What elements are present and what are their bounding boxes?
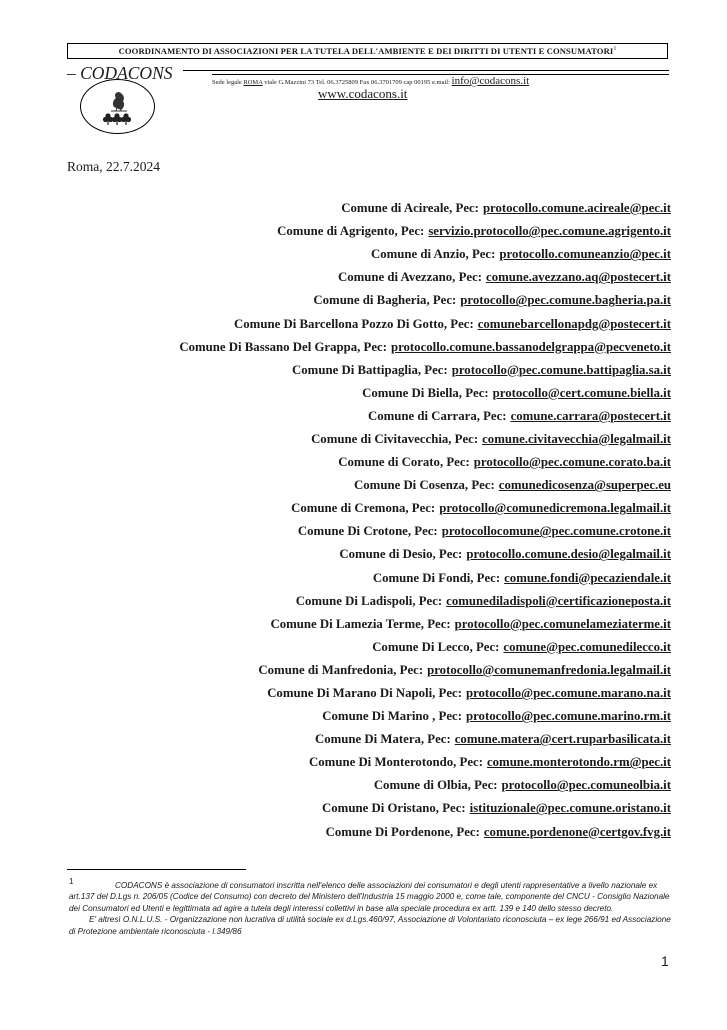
recipient-row <box>31 382 671 405</box>
recipient-pec-link[interactable]: protocollo@pec.comune.marino.rm.it <box>465 709 671 724</box>
recipient-pec-link[interactable]: comune.fondi@pecaziendale.it <box>504 570 671 585</box>
address-city: ROMA <box>243 79 263 86</box>
headquarters-address: Sede legale ROMA viale G.Mazzini 73 Tel. 06.3725809 Fax 06.3701709 cap 00195 e.mail: info@codacons.it <box>212 75 530 87</box>
recipient-row <box>31 659 671 682</box>
recipient-pec-link[interactable]: protocollo@pec.comune.marano.na.it <box>465 686 671 701</box>
recipient-row <box>31 567 671 590</box>
footnote-paragraph: E' altresì O.N.L.U.S. - Organizzazione non lucrativa di utilità sociale ex d.Lgs.460/97, Associazione di Volontariato riconosciuta – ex lege 266/91 ed Associazione di Protezione ambientale riconosciuta - l.349/86 <box>69 915 671 936</box>
recipient-name: Comune Di Pordenone, Pec: <box>325 824 480 839</box>
recipient-row <box>31 220 671 243</box>
recipient-pec-link[interactable]: protocollocomune@pec.comune.crotone.it <box>441 524 671 539</box>
recipient-pec-link[interactable]: protocollo.comune.bassanodelgrappa@pecveneto.it <box>390 339 671 354</box>
recipient-list <box>31 197 671 844</box>
recipient-pec-link[interactable]: protocollo@pec.comunelameziaterme.it <box>454 616 671 631</box>
recipient-pec-link[interactable]: protocollo@pec.comune.battipaglia.sa.it <box>451 362 671 377</box>
recipient-row <box>31 590 671 613</box>
recipient-name: Comune di Manfredonia, Pec: <box>258 662 424 677</box>
recipient-row <box>31 266 671 289</box>
recipient-pec-link[interactable]: servizio.protocollo@pec.comune.agrigento.it <box>428 224 671 239</box>
recipient-name: Comune Di Cosenza, Pec: <box>354 478 495 493</box>
recipient-name: Comune Di Ladispoli, Pec: <box>295 593 443 608</box>
recipient-name: Comune di Anzio, Pec: <box>370 247 496 262</box>
recipient-pec-link[interactable]: protocollo@cert.comune.biella.it <box>492 385 671 400</box>
recipient-pec-link[interactable]: protocollo@comunemanfredonia.legalmail.it <box>427 662 671 677</box>
recipient-row <box>31 312 671 335</box>
recipient-pec-link[interactable]: comune.matera@cert.ruparbasilicata.it <box>454 732 671 747</box>
recipient-row <box>31 336 671 359</box>
recipient-row <box>31 359 671 382</box>
letter-date: Roma, 22.7.2024 <box>67 159 160 174</box>
recipient-pec-link[interactable]: protocollo@comunedicremona.legalmail.it <box>439 501 671 516</box>
recipient-pec-link[interactable]: comune@pec.comunedilecco.it <box>503 639 671 654</box>
recipient-name: Comune Di Battipaglia, Pec: <box>292 362 448 377</box>
footnote-divider <box>67 869 246 870</box>
codacons-bird-logo-icon <box>80 79 155 134</box>
recipient-pec-link[interactable]: comune.civitavecchia@legalmail.it <box>482 431 671 446</box>
recipient-pec-link[interactable]: comunebarcellonapdg@postecert.it <box>477 316 671 331</box>
recipient-row <box>31 705 671 728</box>
recipient-pec-link[interactable]: protocollo.comune.acireale@pec.it <box>482 201 671 216</box>
recipient-name: Comune di Carrara, Pec: <box>367 408 507 423</box>
recipient-pec-link[interactable]: comunediladispoli@certificazioneposta.it <box>446 593 671 608</box>
recipient-row <box>31 751 671 774</box>
recipient-name: Comune Di Monterotondo, Pec: <box>309 755 483 770</box>
recipient-name: Comune di Civitavecchia, Pec: <box>311 431 479 446</box>
recipient-name: Comune di Cremona, Pec: <box>291 501 436 516</box>
recipient-row <box>31 197 671 220</box>
email-link[interactable]: info@codacons.it <box>451 75 530 87</box>
recipient-name: Comune Di Bassano Del Grappa, Pec: <box>179 339 387 354</box>
recipient-row <box>31 289 671 312</box>
letterhead-title: COORDINAMENTO DI ASSOCIAZIONI PER LA TUTELA DELL'AMBIENTE E DEI DIRITTI DI UTENTI E CONSUMATORI$^1$ <box>118 46 617 56</box>
recipient-pec-link[interactable]: protocollo.comune.desio@legalmail.it <box>466 547 671 562</box>
footnote-number: 1 <box>69 877 74 886</box>
recipient-row <box>31 451 671 474</box>
footnote <box>69 880 674 937</box>
recipient-name: Comune Di Lamezia Terme, Pec: <box>270 616 451 631</box>
brand-divider <box>183 70 669 71</box>
recipient-pec-link[interactable]: comune.avezzano.aq@postecert.it <box>486 270 671 285</box>
recipient-pec-link[interactable]: istituzionale@pec.comune.oristano.it <box>469 801 671 816</box>
recipient-row <box>31 543 671 566</box>
letterhead-title-box <box>67 43 668 59</box>
recipient-name: Comune Di Matera, Pec: <box>315 732 451 747</box>
recipient-row <box>31 497 671 520</box>
recipient-name: Comune Di Barcellona Pozzo Di Gotto, Pec: <box>234 316 474 331</box>
recipient-name: Comune Di Lecco, Pec: <box>372 639 500 654</box>
recipient-row <box>31 682 671 705</box>
recipient-pec-link[interactable]: comune.carrara@postecert.it <box>510 408 671 423</box>
recipient-pec-link[interactable]: protocollo@pec.comuneolbia.it <box>501 778 671 793</box>
recipient-name: Comune Di Oristano, Pec: <box>322 801 466 816</box>
recipient-row <box>31 405 671 428</box>
recipient-pec-link[interactable]: comune.pordenone@certgov.fvg.it <box>483 824 671 839</box>
page-number: 1 <box>661 953 669 969</box>
recipient-name: Comune di Desio, Pec: <box>339 547 463 562</box>
recipient-name: Comune Di Marano Di Napoli, Pec: <box>267 686 462 701</box>
recipient-row <box>31 636 671 659</box>
recipient-row <box>31 428 671 451</box>
recipient-row <box>31 728 671 751</box>
recipient-name: Comune di Acireale, Pec: <box>341 201 479 216</box>
recipient-row <box>31 520 671 543</box>
recipient-name: Comune Di Fondi, Pec: <box>372 570 501 585</box>
recipient-row <box>31 474 671 497</box>
recipient-pec-link[interactable]: protocollo@pec.comune.bagheria.pa.it <box>460 293 671 308</box>
footnote-paragraph: CODACONS è associazione di consumatori inscritta nell'elenco delle associazioni dei consumatori e degli utenti rappresentative a livello nazionale ex art.137 del D.Lgs n. 206/05 (Codice del Consumo) con decreto del Ministero dell'Industria 15 maggio 2000 e, come tale, componente del CNCU - Consiglio Nazionale dei Consumatori ed Utenti e legittimata ad agire a tutela degli interessi collettivi in base alla speciale procedura ex artt. 139 e 140 dello stesso decreto. <box>69 881 670 913</box>
recipient-name: Comune di Corato, Pec: <box>338 455 470 470</box>
recipient-pec-link[interactable]: protocollo@pec.comune.corato.ba.it <box>473 455 671 470</box>
recipient-name: Comune Di Marino , Pec: <box>322 709 462 724</box>
footnote-ref: 1 <box>613 46 617 53</box>
recipient-name: Comune di Agrigento, Pec: <box>277 224 425 239</box>
brand-text: CODACONS <box>80 63 173 83</box>
recipient-name: Comune Di Biella, Pec: <box>362 385 489 400</box>
recipient-name: Comune di Bagheria, Pec: <box>313 293 457 308</box>
recipient-name: Comune Di Crotone, Pec: <box>297 524 438 539</box>
brand-dash: – <box>67 63 76 83</box>
recipient-pec-link[interactable]: comune.monterotondo.rm@pec.it <box>486 755 671 770</box>
recipient-row <box>31 774 671 797</box>
recipient-pec-link[interactable]: comunedicosenza@superpec.eu <box>498 478 671 493</box>
recipient-row <box>31 821 671 844</box>
recipient-name: Comune di Avezzano, Pec: <box>337 270 483 285</box>
recipient-row <box>31 613 671 636</box>
recipient-row <box>31 243 671 266</box>
recipient-pec-link[interactable]: protocollo.comuneanzio@pec.it <box>499 247 671 262</box>
website-link[interactable]: www.codacons.it <box>318 86 408 101</box>
recipient-name: Comune di Olbia, Pec: <box>373 778 498 793</box>
recipient-row <box>31 797 671 820</box>
